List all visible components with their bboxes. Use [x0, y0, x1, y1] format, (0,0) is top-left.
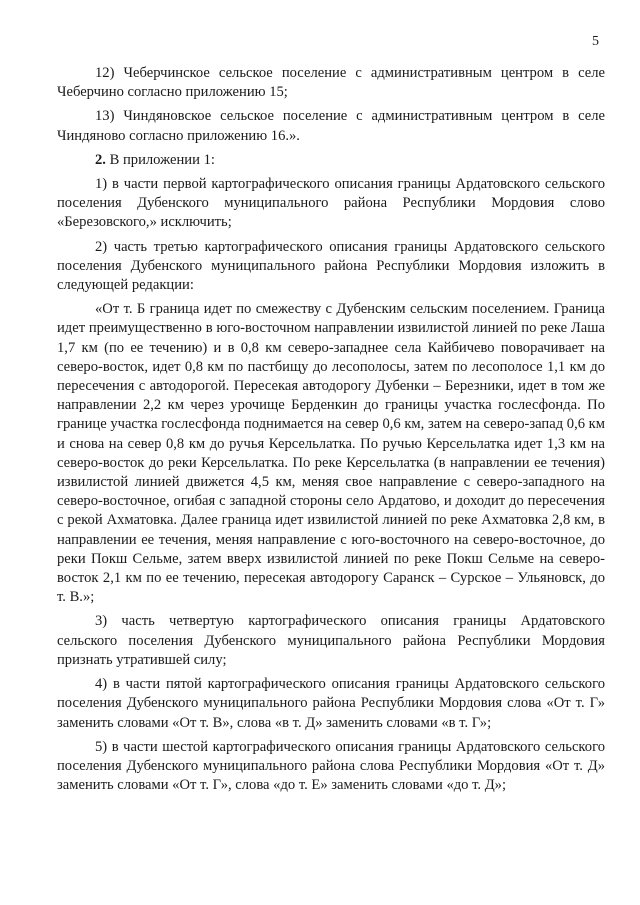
section-heading: В приложении 1:	[105, 151, 215, 168]
section-number: 2.	[95, 151, 106, 168]
paragraph-section-2	[57, 151, 605, 170]
paragraph-item-13: 13) Чиндяновское сельское поселение с административным центром в селе Чиндяново согласно приложению 16.».	[57, 108, 605, 144]
paragraph-subitem-2: 2) часть третью картографического описания границы Ардатовского сельского поселения Дубенского муниципального района Республики Мордовия изложить в следующей редакции:	[57, 238, 605, 294]
paragraph-item-12: 12) Чеберчинское сельское поселение с административным центром в селе Чеберчино согласно приложению 15;	[57, 65, 605, 101]
page-number: 5	[592, 34, 599, 49]
paragraph-subitem-4: 4) в части пятой картографического описания границы Ардатовского сельского поселения Дубенского муниципального района Республики Мордовия слова «От т. Г» заменить словами «От т. В», слова «в т. Д» заменить словами «в т. Г»;	[57, 676, 605, 731]
paragraph-subitem-3: 3) часть четвертую картографического описания границы Ардатовского сельского поселения Дубенского муниципального района Республики Мордовия признать утратившей силу;	[57, 613, 605, 668]
paragraph-subitem-5: 5) в части шестой картографического описания границы Ардатовского сельского поселения Дубенского муниципального района слова Республики Мордовия «От т. Д» заменить словами «От т. Г», слова «до т. Е» заменить словами «до т. Д»;	[57, 738, 605, 794]
paragraph-subitem-1: 1) в части первой картографического описания границы Ардатовского сельского поселения Дубенского муниципального района Республики Мордовия слово «Березовского,» исключить;	[57, 176, 605, 231]
document-body	[57, 64, 605, 800]
paragraph-boundary-description: «От т. Б граница идет по смежеству с Дубенским сельским поселением. Граница идет преимущественно в юго-восточном направлении извилистой линией по реке Лаша 1,7 км (по ее течению) и в 0,8 км северо-западнее села Кайбичево поворачивает на северо-восток, идет 0,8 км по пастбищу до лесополосы, затем по лесополосе 1,1 км до пересечения с автодорогой. Пересекая автодорогу Дубенки – Березники, идет в том же направлении 2,2 км через урочище Берденкин до границы участка гослесфонда. По границе участка гослесфонда поднимается на север 0,6 км, затем на северо-запад 0,6 км и снова на север 0,8 км до ручья Керсельлатка. По ручью Керсельлатка идет 1,3 км на северо-восток до реки Керсельлатка. По реке Керсельлатка (в направлении ее течения) извилистой линией движется 4,5 км, меняя свое направление с северо-западного на северо-восточное, огибая с западной стороны село Ардатово, и доходит до пересечения с рекой Ахматовка. Далее граница идет извилистой линией по реке Ахматовка 2,8 км, в направлении ее течения, меняя направление с юго-восточного на северо-восточное, до реки Покш Сельме, затем вверх извилистой линией по реке Покш Сельме на северо-восток 2,1 км по ее течению, пересекая автодорогу Саранск – Сурское – Ульяновск, до т. В.»;	[57, 301, 605, 606]
